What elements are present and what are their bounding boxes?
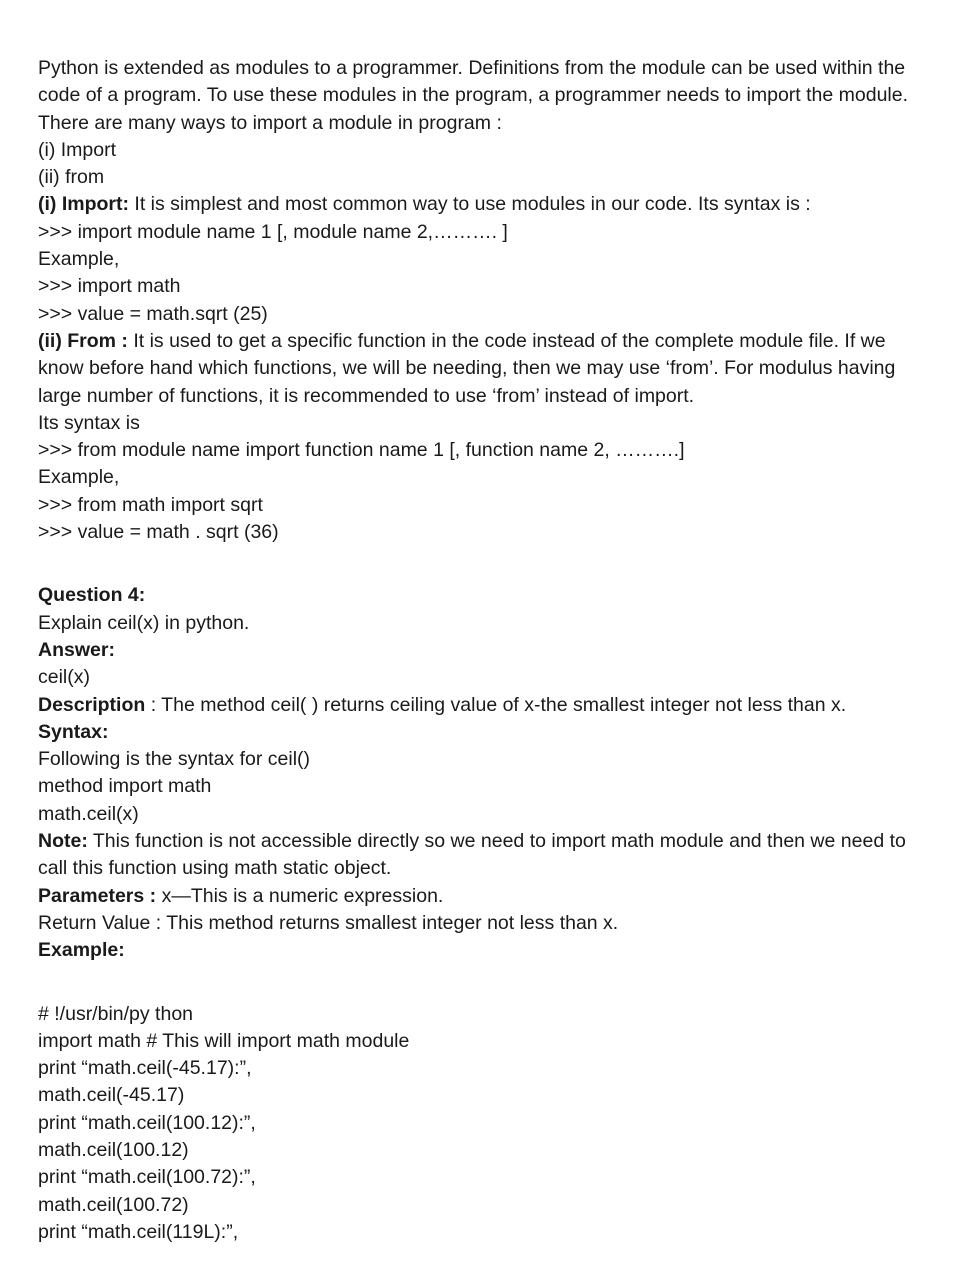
- code-line: print “math.ceil(100.12):”,: [38, 1111, 256, 1134]
- intro-paragraph: Python is extended as modules to a programmer. Definitions from the module can be used within the code of a program. To use these modules in the program, a programmer needs to import the module. There are many ways to import a module in program :: [38, 57, 909, 134]
- from-example-line-2: >>> value = math . sqrt (36): [38, 521, 279, 544]
- import-text: It is simplest and most common way to use modules in our code. Its syntax is :: [128, 193, 811, 216]
- import-example-line-2: >>> value = math.sqrt (25): [38, 302, 268, 325]
- import-heading: (i) Import:: [38, 193, 129, 216]
- from-syntax-label: Its syntax is: [38, 411, 140, 434]
- parameters-text: x—This is a numeric expression.: [156, 884, 444, 907]
- code-line: import math # This will import math module: [38, 1029, 410, 1052]
- syntax-line-2: method import math: [38, 775, 212, 798]
- code-line: print “math.ceil(119L):”,: [38, 1220, 239, 1243]
- code-line: math.ceil(100.72): [38, 1193, 189, 1216]
- syntax-line-3: math.ceil(x): [38, 802, 139, 825]
- note-text: This function is not accessible directly so we need to import math module and then we need to call this function using math static object.: [38, 830, 906, 880]
- code-line: math.ceil(100.12): [38, 1138, 189, 1161]
- from-syntax: >>> from module name import function name 1 [, function name 2, ……….]: [38, 439, 685, 462]
- note-label: Note:: [38, 830, 88, 853]
- syntax-label: Syntax:: [38, 720, 109, 743]
- import-description: [38, 191, 928, 218]
- example-label: Example:: [38, 939, 125, 962]
- code-line: print “math.ceil(100.72):”,: [38, 1166, 256, 1189]
- parameters-label: Parameters :: [38, 884, 157, 907]
- return-value-line: Return Value : This method returns smallest integer not less than x.: [38, 911, 619, 934]
- parameters-line: [38, 883, 928, 910]
- import-example-label: Example,: [38, 248, 120, 271]
- import-syntax: >>> import module name 1 [, module name 2,………. ]: [38, 220, 508, 243]
- section-gap: [38, 546, 928, 582]
- syntax-line-1: Following is the syntax for ceil(): [38, 748, 311, 771]
- code-line: # !/usr/bin/py thon: [38, 1002, 194, 1025]
- code-line: print “math.ceil(-45.17):”,: [38, 1057, 252, 1080]
- import-option-1: (i) Import: [38, 138, 116, 161]
- from-example-label: Example,: [38, 466, 120, 489]
- from-heading: (ii) From :: [38, 329, 128, 352]
- question-label: Question 4:: [38, 584, 146, 607]
- function-name: ceil(x): [38, 666, 90, 689]
- import-option-2: (ii) from: [38, 166, 105, 189]
- from-example-line-1: >>> from math import sqrt: [38, 493, 263, 516]
- code-line: math.ceil(-45.17): [38, 1084, 185, 1107]
- from-text: It is used to get a specific function in the code instead of the complete module file. If we know before hand which functions, we will be needing, then we may use ‘from’. For modulus having large number of functions, it is recommended to use ‘from’ instead of import.: [38, 329, 896, 407]
- description-label: Description: [38, 693, 146, 716]
- import-example-line-1: >>> import math: [38, 275, 181, 298]
- description-line: [38, 692, 928, 719]
- document-page: [38, 55, 928, 1246]
- code-gap: [38, 965, 928, 1001]
- answer-label: Answer:: [38, 638, 115, 661]
- question-text: Explain ceil(x) in python.: [38, 611, 250, 634]
- description-text: : The method ceil( ) returns ceiling value of x-the smallest integer not less than x.: [145, 693, 847, 716]
- note-line: [38, 828, 928, 883]
- from-description: [38, 328, 928, 410]
